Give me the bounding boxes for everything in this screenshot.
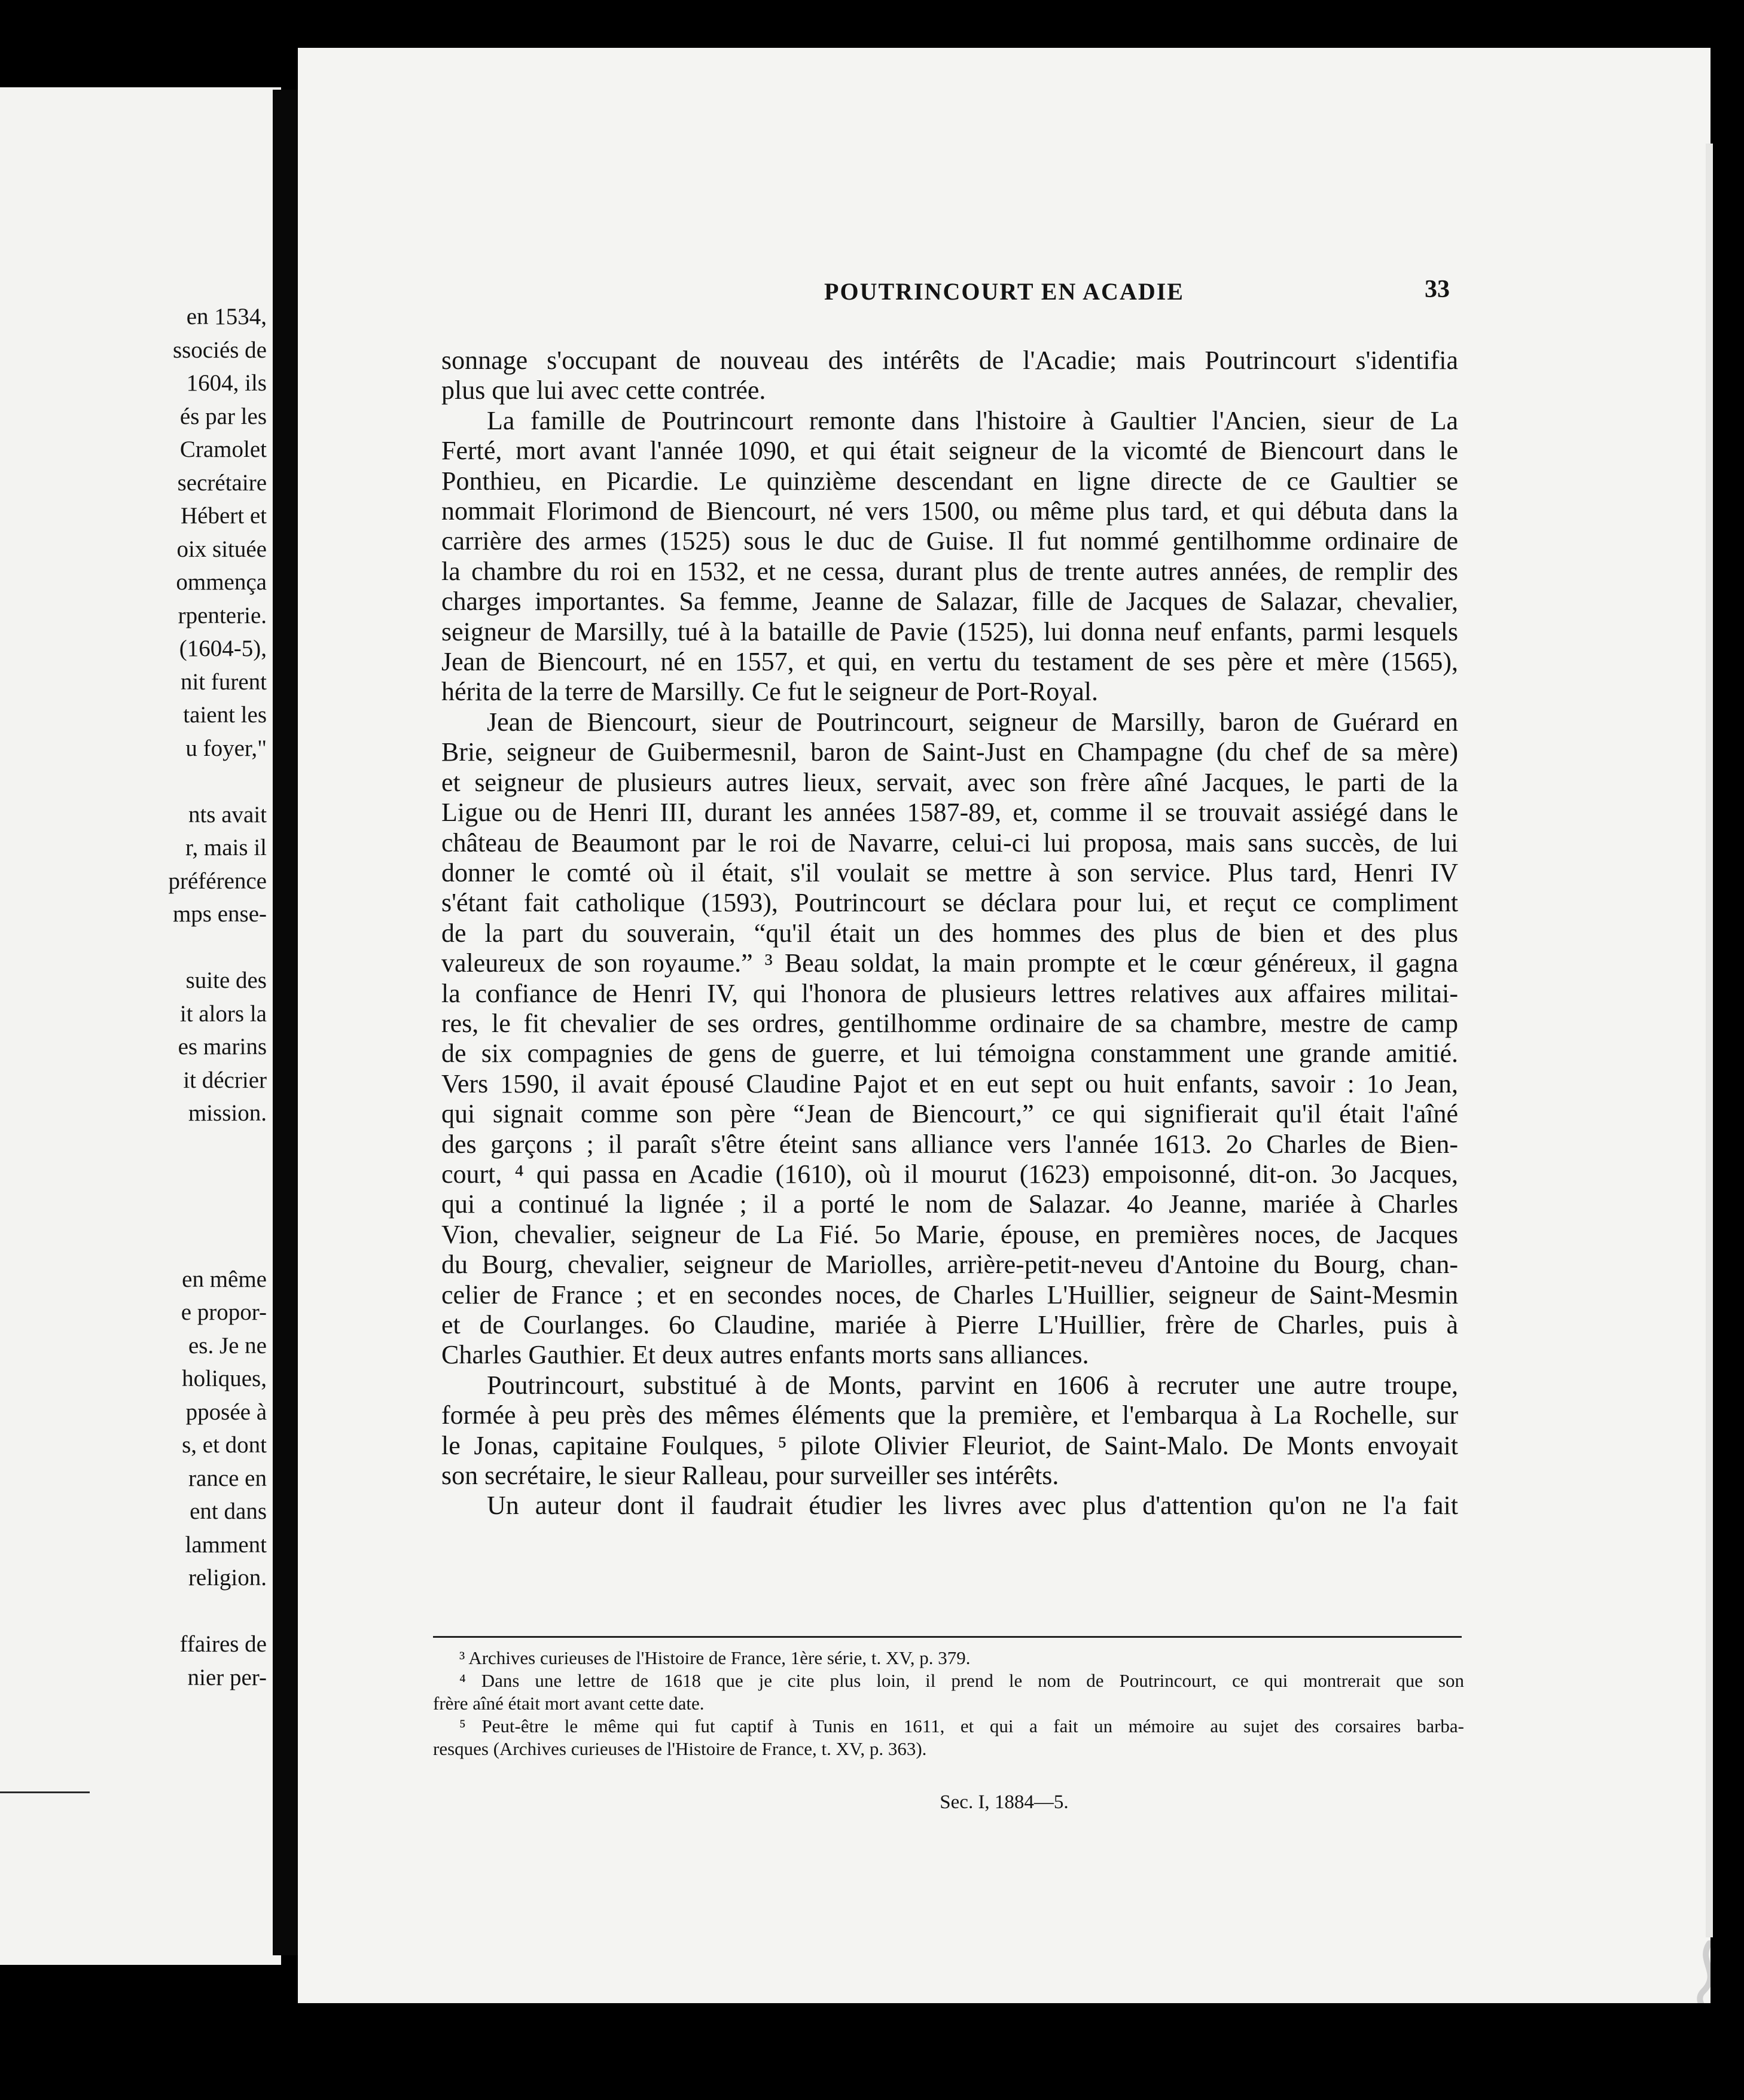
left-page-line: ffaires de <box>179 1631 267 1657</box>
body-line: seigneur de Marsilly, tué à la bataille de Pavie (1525), lui donna neuf enfants, parmi lesquels <box>441 616 1458 646</box>
left-page-line: és par les <box>179 403 267 429</box>
right-page <box>298 48 1711 2003</box>
body-line: château de Beaumont par le roi de Navarre, celui-ci lui proposa, mais sans succès, de lui <box>441 828 1458 857</box>
left-page-line: oix située <box>176 536 267 562</box>
body-line: et de Courlanges. 6o Claudine, mariée à Pierre L'Huillier, frère de Charles, puis à <box>441 1310 1458 1339</box>
body-line: Un auteur dont il faudrait étudier les livres avec plus d'attention qu'on ne l'a fait <box>487 1491 1458 1521</box>
body-line: La famille de Poutrincourt remonte dans l'histoire à Gaultier l'Ancien, sieur de La <box>487 405 1458 435</box>
left-page-line: religion. <box>188 1565 267 1591</box>
left-page <box>0 87 281 1965</box>
body-line: formée à peu près des mêmes éléments que la première, et l'embarqua à La Rochelle, sur <box>441 1400 1458 1430</box>
body-line: Ligue ou de Henri III, durant les années 1587-89, et, comme il se trouvait assiégé dans le <box>441 798 1458 828</box>
left-page-line: pposée à <box>185 1399 267 1425</box>
left-page-line: it décrier <box>183 1067 267 1093</box>
left-page-line: Cramolet <box>179 437 267 462</box>
body-line: la confiance de Henri IV, qui l'honora de plusieurs lettres relatives aux affaires militai- <box>441 978 1458 1008</box>
left-page-line: nts avait <box>188 801 267 828</box>
signature-mark: Sec. I, 1884—5. <box>940 1791 1069 1813</box>
left-page-line: mps ense- <box>172 901 267 927</box>
page-edge <box>1706 144 1713 1937</box>
body-line: et seigneur de plusieurs autres lieux, servait, avec son frère aîné Jacques, le parti de la <box>441 767 1458 797</box>
body-line: de six compagnies de gens de guerre, et lui témoigna constamment une grande amitié. <box>441 1039 1458 1069</box>
left-page-line: en même <box>182 1266 267 1292</box>
left-page-line: rpenterie. <box>178 602 267 628</box>
body-line: son secrétaire, le sieur Ralleau, pour surveiller ses intérêts. <box>441 1461 1059 1491</box>
body-line: valeureux de son royaume.” ³ Beau soldat, la main prompte et le cœur généreux, il gagna <box>441 948 1458 978</box>
body-line: s'étant fait catholique (1593), Poutrincourt se déclara pour lui, et reçut ce compliment <box>441 888 1458 918</box>
body-line: nommait Florimond de Biencourt, né vers 1500, ou même plus tard, et qui débuta dans la <box>441 496 1458 526</box>
body-line: de la part du souverain, “qu'il était un des hommes des plus de bien et des plus <box>441 918 1458 948</box>
body-line: court, ⁴ qui passa en Acadie (1610), où il mourut (1623) empoisonné, dit-on. 3o Jacques, <box>441 1159 1458 1189</box>
body-line: Ponthieu, en Picardie. Le quinzième descendant en ligne directe de ce Gaultier se <box>441 466 1458 496</box>
footnote-line: ⁵ Peut-être le même qui fut captif à Tunis en 1611, et qui a fait un mémoire au sujet des corsaires barba- <box>459 1716 1464 1736</box>
left-page-line: it alors la <box>179 1000 267 1027</box>
left-page-footnote-rule <box>0 1791 90 1793</box>
footnote-line: resques (Archives curieuses de l'Histoire de France, t. XV, p. 363). <box>433 1738 927 1759</box>
body-line: celier de France ; et en secondes noces, de Charles L'Huillier, seigneur de Saint-Mesmin <box>441 1280 1458 1310</box>
footnote-line: ³ Archives curieuses de l'Histoire de France, 1ère série, t. XV, p. 379. <box>459 1647 971 1668</box>
running-head: POUTRINCOURT EN ACADIE <box>824 278 1184 305</box>
footnotes <box>433 1647 1464 1760</box>
left-page-line: ent dans <box>190 1498 267 1524</box>
left-page-line: es. Je ne <box>188 1332 267 1359</box>
book-gutter <box>273 90 299 1955</box>
body-line: des garçons ; il paraît s'être éteint sans alliance vers l'année 1613. 2o Charles de Bien- <box>441 1129 1458 1159</box>
body-line: qui signait comme son père “Jean de Biencourt,” ce qui signifierait qu'il était l'aîné <box>441 1099 1458 1129</box>
body-line: Charles Gauthier. Et deux autres enfants morts sans alliances. <box>441 1340 1089 1370</box>
left-page-line: ommença <box>176 569 267 595</box>
body-line: donner le comté où il était, s'il voulait se mettre à son service. Plus tard, Henri IV <box>441 857 1458 887</box>
left-page-line: lamment <box>185 1531 267 1558</box>
body-line: Ferté, mort avant l'année 1090, et qui était seigneur de la vicomté de Biencourt dans le <box>441 436 1458 466</box>
body-line: sonnage s'occupant de nouveau des intérêts de l'Acadie; mais Poutrincourt s'identifia <box>441 346 1458 375</box>
body-line: charges importantes. Sa femme, Jeanne de Salazar, fille de Jacques de Salazar, chevalier, <box>441 587 1458 616</box>
body-line: du Bourg, chevalier, seigneur de Mariolles, arrière-petit-neveu d'Antoine du Bourg, chan- <box>441 1250 1458 1280</box>
left-page-line: 1604, ils <box>186 370 267 396</box>
body-line: la chambre du roi en 1532, et ne cessa, durant plus de trente autres années, de remplir des <box>441 556 1458 586</box>
footnote-line: ⁴ Dans une lettre de 1618 que je cite plus loin, il prend le nom de Poutrincourt, ce qui montrerait que son <box>459 1670 1464 1691</box>
body-line: Jean de Biencourt, né en 1557, et qui, en vertu du testament de ses père et mère (1565), <box>441 647 1458 677</box>
left-page-line: mission. <box>188 1100 267 1126</box>
body-line: plus que lui avec cette contrée. <box>441 376 766 405</box>
left-page-line: holiques, <box>182 1366 267 1391</box>
left-page-line: u foyer," <box>185 735 267 761</box>
body-line: qui a continué la lignée ; il a porté le nom de Salazar. 4o Jeanne, mariée à Charles <box>441 1189 1458 1219</box>
left-page-line: préférence <box>168 868 267 894</box>
left-page-line: e propor- <box>181 1299 267 1325</box>
body-line: Vion, chevalier, seigneur de La Fié. 5o Marie, épouse, en premières noces, de Jacques <box>441 1219 1458 1249</box>
left-page-line: nier per- <box>187 1664 267 1690</box>
left-page-line: s, et dont <box>182 1432 267 1458</box>
left-page-line: (1604-5), <box>179 636 267 661</box>
left-page-line: ssociés de <box>172 337 267 363</box>
ink-smudge-icon <box>1673 1937 1711 2003</box>
body-text <box>441 346 1458 1521</box>
body-line: carrière des armes (1525) sous le duc de Guise. Il fut nommé gentilhomme ordinaire de <box>441 526 1458 556</box>
left-page-line: taient les <box>183 702 267 728</box>
page-number: 33 <box>1425 276 1450 303</box>
body-line: hérita de la terre de Marsilly. Ce fut le seigneur de Port-Royal. <box>441 677 1099 707</box>
left-page-line: r, mais il <box>185 835 267 860</box>
left-page-line: en 1534, <box>186 304 267 329</box>
body-line: le Jonas, capitaine Foulques, ⁵ pilote Olivier Fleuriot, de Saint-Malo. De Monts envoyait <box>441 1430 1458 1460</box>
body-line: Jean de Biencourt, sieur de Poutrincourt, seigneur de Marsilly, baron de Guérard en <box>487 707 1458 737</box>
left-page-line: secrétaire <box>177 469 267 496</box>
left-page-line: suite des <box>185 967 267 993</box>
body-line: res, le fit chevalier de ses ordres, gentilhomme ordinaire de sa chambre, mestre de camp <box>441 1008 1458 1038</box>
body-line: Brie, seigneur de Guibermesnil, baron de Saint-Just en Champagne (du chef de sa mère) <box>441 737 1458 767</box>
footnote-line: frère aîné était mort avant cette date. <box>433 1693 705 1714</box>
left-page-line: es marins <box>178 1034 267 1060</box>
body-line: Poutrincourt, substitué à de Monts, parvint en 1606 à recruter une autre troupe, <box>487 1370 1458 1400</box>
left-page-line: Hébert et <box>180 503 267 529</box>
left-page-line: rance en <box>188 1465 267 1491</box>
footnote-rule <box>433 1636 1462 1638</box>
left-page-line: nit furent <box>180 669 267 695</box>
body-line: Vers 1590, il avait épousé Claudine Pajot et en eut sept ou huit enfants, savoir : 1o Jean, <box>441 1069 1458 1098</box>
